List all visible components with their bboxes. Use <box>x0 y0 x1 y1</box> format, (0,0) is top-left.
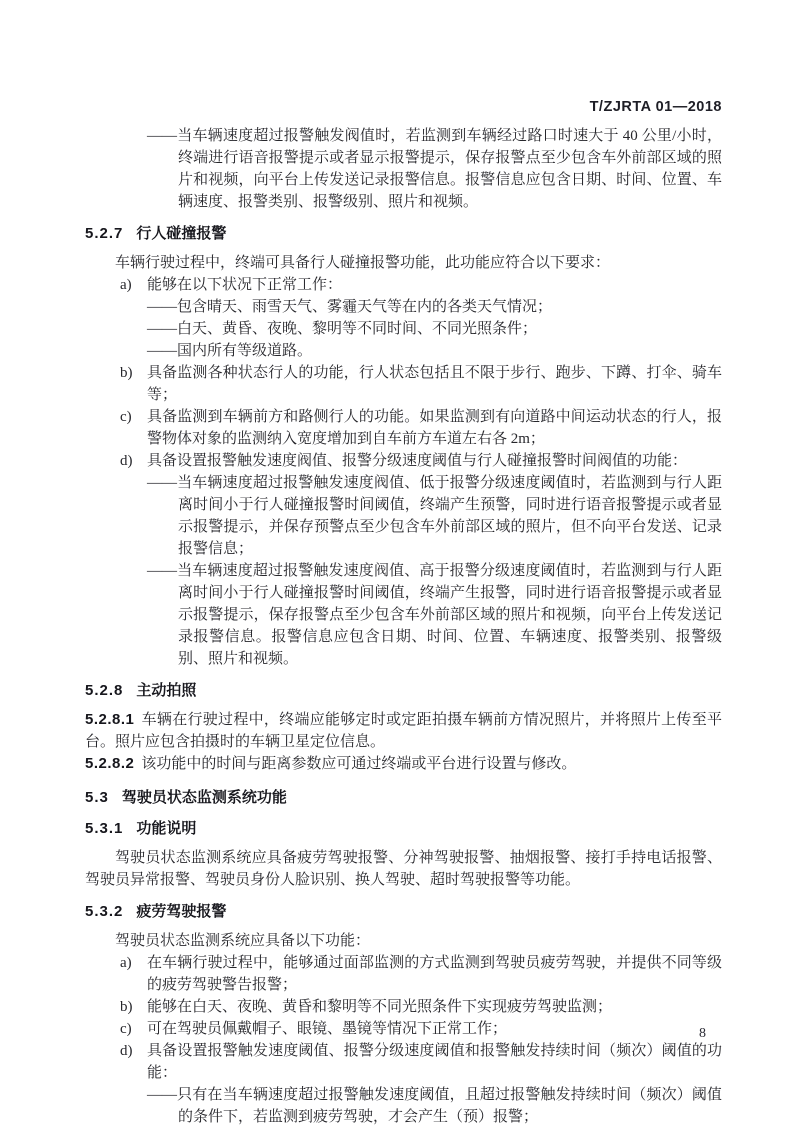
section-heading-5-3 <box>85 787 722 808</box>
section-title: 驾驶员状态监测系统功能 <box>121 789 287 806</box>
section-heading-5-3-2 <box>85 901 722 922</box>
list-item-b <box>85 996 722 1018</box>
section-number: 5.3.1 <box>85 820 124 837</box>
section-heading-5-3-1 <box>85 818 722 839</box>
clause-text: 车辆在行驶过程中，终端应能够定时或定距拍摄车辆前方情况照片，并将照片上传至平台。照片应包含拍摄时的车辆卫星定位信息。 <box>85 712 722 750</box>
list-item-c <box>85 1018 722 1040</box>
dash-item: ——包含晴天、雨雪天气、雾霾天气等在内的各类天气情况； <box>147 299 553 315</box>
list-item-text: 具备监测各种状态行人的功能，行人状态包括且不限于步行、跑步、下蹲、打伞、骑车等； <box>147 365 722 403</box>
section-title: 功能说明 <box>136 820 197 837</box>
dash-item: ——当车辆速度超过报警触发速度阀值、高于报警分级速度阈值时，若监测到与行人距离时间小于行人碰撞报警时间阈值，终端产生报警，同时进行语音报警提示或者显示报警提示，保存报警点至少包含车外前部区域的照片和视频，向平台上传发送记录报警信息。报警信息应包含日期、时间、位置、车辆速度、报警类别、报警级别、照片和视频。 <box>147 563 722 667</box>
dash-item: ——当车辆速度超过报警触发速度阀值、低于报警分级速度阈值时，若监测到与行人距离时间小于行人碰撞报警时间阈值，终端产生预警，同时进行语音报警提示或者显示报警提示，并保存预警点至少包含车外前部区域的照片，但不向平台发送、记录报警信息； <box>147 475 722 557</box>
list-marker: b) <box>120 365 133 381</box>
dash-item: ——国内所有等级道路。 <box>147 343 313 359</box>
list-marker: d) <box>120 453 133 469</box>
list-item-c <box>85 406 722 450</box>
doc-code: T/ZJRTA 01—2018 <box>589 99 722 115</box>
clause-number: 5.2.8.1 <box>85 711 135 728</box>
list-item-b <box>85 362 722 406</box>
list-item-text: 可在驾驶员佩戴帽子、眼镜、墨镜等情况下正常工作； <box>147 1021 508 1037</box>
section-title: 疲劳驾驶报警 <box>136 903 227 920</box>
list-item-text: 具备设置报警触发速度阀值、报警分级速度阈值与行人碰撞报警时间阀值的功能： <box>147 453 688 469</box>
clause-5-2-8-2 <box>85 753 722 775</box>
list-item-d <box>85 1040 722 1084</box>
list-marker: b) <box>120 999 133 1015</box>
section-heading-5-2-8 <box>85 680 722 701</box>
list-item-text: 具备设置报警触发速度阈值、报警分级速度阈值和报警触发持续时间（频次）阈值的功能： <box>147 1043 722 1081</box>
list-item-d <box>85 450 722 472</box>
list-item-text: 在车辆行驶过程中，能够通过面部监测的方式监测到驾驶员疲劳驾驶，并提供不同等级的疲劳驾驶警告报警； <box>147 955 722 993</box>
section-title: 主动拍照 <box>136 682 197 699</box>
list-item-text: 具备监测到车辆前方和路侧行人的功能。如果监测到有向道路中间运动状态的行人，报警物体对象的监测纳入宽度增加到自车前方车道左右各 2m； <box>147 409 722 447</box>
list-marker: d) <box>120 1043 133 1059</box>
list-item-a <box>85 274 722 296</box>
dash-item: ——白天、黄昏、夜晚、黎明等不同时间、不同光照条件； <box>147 321 538 337</box>
page-number: 8 <box>699 1026 706 1041</box>
list-item-text: 能够在以下状况下正常工作： <box>147 277 343 293</box>
section-heading-5-2-7 <box>85 223 722 244</box>
section-title: 行人碰撞报警 <box>136 225 227 242</box>
list-item-text: 能够在白天、夜晚、黄昏和黎明等不同光照条件下实现疲劳驾驶监测； <box>147 999 613 1015</box>
section-paragraph: 驾驶员状态监测系统应具备疲劳驾驶报警、分神驾驶报警、抽烟报警、接打手持电话报警、驾驶员异常报警、驾驶员身份人脸识别、换人驾驶、超时驾驶报警等功能。 <box>85 850 722 888</box>
section-number: 5.3.2 <box>85 903 124 920</box>
lead-dash-paragraph: ——当车辆速度超过报警触发阀值时，若监测到车辆经过路口时速大于 40 公里/小时，终端进行语音报警提示或者显示报警提示，保存报警点至少包含车外前部区域的照片和视频，向平台上传发送记录报警信息。报警信息应包含日期、时间、位置、车辆速度、报警类别、报警级别、照片和视频。 <box>147 128 722 210</box>
list-marker: c) <box>120 409 132 425</box>
section-number: 5.2.8 <box>85 682 124 699</box>
section-number: 5.3 <box>85 789 109 806</box>
clause-number: 5.2.8.2 <box>85 755 135 772</box>
list-marker: a) <box>120 277 132 293</box>
clause-5-2-8-1 <box>85 709 722 753</box>
list-item-a <box>85 952 722 996</box>
section-number: 5.2.7 <box>85 225 124 242</box>
dash-item: ——只有在当车辆速度超过报警触发速度阈值，且超过报警触发持续时间（频次）阈值的条件下，若监测到疲劳驾驶，才会产生（预）报警； <box>147 1087 722 1125</box>
section-intro: 车辆行驶过程中，终端可具备行人碰撞报警功能，此功能应符合以下要求： <box>115 255 611 271</box>
clause-text: 该功能中的时间与距离参数应可通过终端或平台进行设置与修改。 <box>141 756 577 772</box>
list-marker: c) <box>120 1021 132 1037</box>
list-marker: a) <box>120 955 132 971</box>
section-intro: 驾驶员状态监测系统应具备以下功能： <box>115 933 371 949</box>
